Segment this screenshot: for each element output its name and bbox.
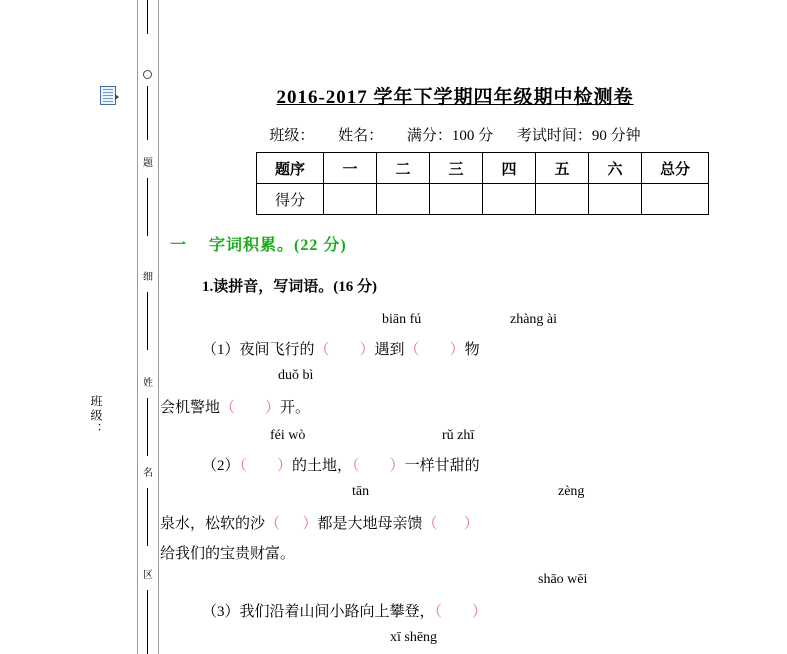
meta-name: 姓名： [338, 128, 384, 144]
ruler-label-2: 姓 [143, 378, 153, 389]
ruler-tick [147, 488, 148, 546]
table-row-header [257, 153, 709, 184]
pinyin-ru-zhi: rǔ zhī [442, 428, 475, 443]
document-page [160, 0, 787, 654]
score-cell-6[interactable] [642, 184, 709, 215]
ruler-label-1: 细 [143, 272, 153, 283]
score-table-col-3: 四 [483, 153, 536, 184]
ruler-tick [147, 292, 148, 350]
question-1-item-1-line-2: 会机警地（ ）开。 [160, 400, 311, 416]
section-heading-1 [170, 232, 347, 255]
ruler-tick [147, 86, 148, 140]
score-table-row-header-0: 题序 [257, 153, 324, 184]
vertical-class-label: 班级： [89, 395, 103, 437]
pinyin-zeng: zèng [558, 484, 585, 499]
page-title: 2016-2017 学年下学期四年级期中检测卷 [276, 87, 634, 108]
ruler-tick [147, 178, 148, 236]
ruler-label-4: 区 [143, 570, 153, 581]
ruler-tick [147, 398, 148, 456]
pinyin-fei-wo: féi wò [270, 428, 306, 443]
vertical-ruler[interactable] [137, 0, 159, 654]
ruler-label-0: 题 [143, 158, 153, 169]
meta-class: 班级： [269, 128, 315, 144]
left-margin-area [0, 0, 137, 654]
document-icon[interactable] [98, 85, 120, 107]
score-cell-0[interactable] [324, 184, 377, 215]
question-1-number: 1. [202, 279, 214, 295]
score-table-col-1: 二 [377, 153, 430, 184]
question-1-item-2-line-3: 给我们的宝贵财富。 [160, 546, 296, 562]
score-cell-1[interactable] [377, 184, 430, 215]
question-1-item-3-line-1: （3）我们沿着山间小路向上攀登，（ ） [202, 604, 488, 620]
meta-full-score: 满分：100 分 [406, 128, 494, 144]
question-1-item-1-line-1: （1）夜间飞行的（ ）遇到（ ）物 [202, 342, 480, 358]
question-1-text: 读拼音，写词语。(16 分) [213, 279, 377, 295]
pinyin-shao-wei: shāo wēi [538, 572, 588, 587]
ruler-tick [147, 0, 148, 34]
question-1-item-2-line-1: （2）（ ）的土地，（ ）一样甘甜的 [202, 458, 480, 474]
pinyin-bian-fu: biān fú [382, 312, 422, 327]
score-table-col-5: 六 [589, 153, 642, 184]
question-1-title [202, 276, 377, 298]
score-cell-3[interactable] [483, 184, 536, 215]
question-1-item-2-line-2: 泉水，松软的沙（ ）都是大地母亲馈（ ） [160, 516, 479, 532]
ruler-marker-circle[interactable] [143, 70, 152, 79]
pinyin-zhang-ai: zhàng ài [510, 312, 558, 327]
document-icon-page [100, 86, 116, 105]
score-table [256, 152, 709, 215]
score-table-col-6: 总分 [642, 153, 709, 184]
pinyin-xi-sheng: xī shēng [390, 630, 438, 645]
pinyin-duo-bi: duǒ bì [278, 368, 314, 383]
score-cell-2[interactable] [430, 184, 483, 215]
score-cell-5[interactable] [589, 184, 642, 215]
table-row [257, 184, 709, 215]
section-index: 一 [170, 237, 188, 254]
score-cell-4[interactable] [536, 184, 589, 215]
meta-exam-time: 考试时间：90 分钟 [516, 128, 641, 144]
score-table-row-header-1: 得分 [257, 184, 324, 215]
section-title: 字词积累。(22 分) [209, 237, 347, 254]
ruler-label-3: 名 [143, 468, 153, 479]
score-table-col-0: 一 [324, 153, 377, 184]
score-table-col-4: 五 [536, 153, 589, 184]
chevron-down-icon[interactable] [115, 94, 119, 100]
score-table-col-2: 三 [430, 153, 483, 184]
ruler-tick [147, 590, 148, 654]
pinyin-tan: tān [352, 484, 370, 499]
exam-meta-line [160, 124, 750, 145]
